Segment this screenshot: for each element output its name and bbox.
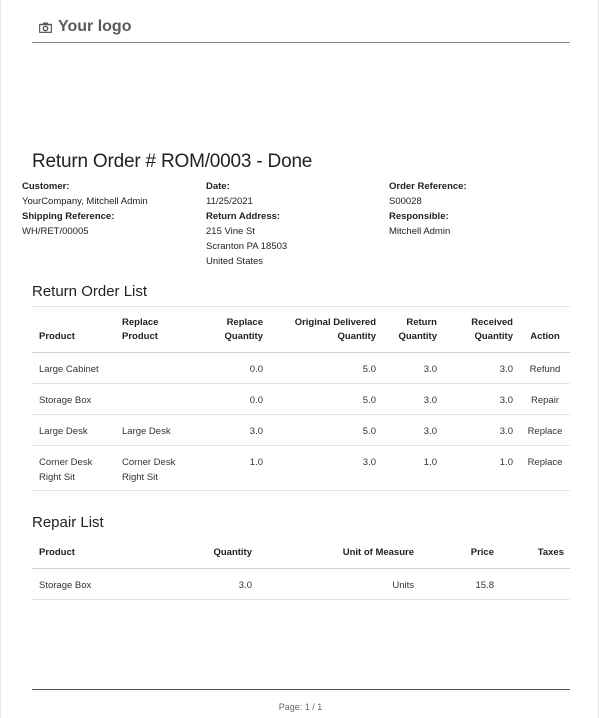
cell-return-quantity: 1.0 [423, 456, 437, 468]
cell-product: Large Cabinet [39, 363, 99, 375]
order-reference-value: S00028 [389, 196, 422, 207]
return-address-label: Return Address: [206, 211, 281, 222]
customer-label: Customer: [22, 181, 70, 192]
cell-taxes [500, 568, 570, 599]
cell-product: Storage Box [39, 579, 92, 591]
cell-action: Refund [529, 363, 561, 375]
table-row [32, 414, 570, 445]
date-value: 11/25/2021 [206, 196, 253, 207]
return-address-line: 215 Vine St [206, 226, 255, 237]
cell-action: Replace [527, 425, 563, 437]
col-header-original-delivered-quantity: Original Delivered Quantity [294, 316, 376, 342]
col-header-product: Product [39, 546, 75, 558]
page-number: Page: 1 / 1 [278, 702, 323, 712]
camera-icon [39, 22, 52, 33]
col-header-action: Action [530, 330, 560, 342]
return-list-title: Return Order List [32, 283, 148, 300]
date-label: Date: [206, 181, 230, 192]
cell-original-quantity: 5.0 [362, 425, 376, 437]
cell-original-quantity: 3.0 [362, 456, 376, 468]
responsible-label: Responsible: [389, 211, 449, 222]
table-row [32, 445, 570, 490]
col-header-received-quantity: Received Quantity [471, 316, 513, 342]
repair-table [32, 538, 570, 600]
cell-replace-quantity: 1.0 [249, 456, 263, 468]
return-list-divider [32, 306, 570, 307]
table-header-row [32, 538, 570, 568]
cell-replace-product: Large Desk [122, 425, 171, 437]
responsible-value: Mitchell Admin [389, 226, 451, 237]
table-row [32, 383, 570, 414]
logo-text: Your logo [58, 18, 132, 35]
return-address-line: Scranton PA 18503 [206, 241, 288, 252]
cell-action: Replace [527, 456, 563, 468]
customer-value: YourCompany, Mitchell Admin [22, 196, 148, 207]
cell-return-quantity: 3.0 [423, 394, 437, 406]
header-divider [32, 42, 570, 43]
cell-replace-product [115, 352, 199, 383]
cell-product: Large Desk [39, 425, 88, 437]
cell-original-quantity: 5.0 [362, 363, 376, 375]
cell-replace-quantity: 0.0 [249, 394, 263, 406]
cell-unit-of-measure: Units [392, 579, 414, 591]
repair-list-title: Repair List [32, 514, 104, 531]
shipping-reference-label: Shipping Reference: [22, 211, 115, 222]
col-header-unit-of-measure: Unit of Measure [342, 546, 414, 558]
cell-original-quantity: 5.0 [362, 394, 376, 406]
cell-quantity: 3.0 [238, 579, 252, 591]
table-header-row [32, 310, 570, 352]
cell-action: Repair [531, 394, 559, 406]
col-header-price: Price [470, 546, 494, 558]
info-column-date [206, 179, 381, 269]
cell-product: Corner Desk Right Sit [39, 456, 93, 483]
cell-replace-quantity: 0.0 [249, 363, 263, 375]
col-header-taxes: Taxes [537, 546, 564, 558]
page-title: Return Order # ROM/0003 - Done [32, 151, 313, 172]
info-column-customer [22, 179, 197, 239]
table-row [32, 568, 570, 599]
cell-replace-quantity: 3.0 [249, 425, 263, 437]
shipping-reference-value: WH/RET/00005 [22, 226, 89, 237]
info-column-order [389, 179, 564, 239]
footer-divider [32, 689, 570, 690]
cell-product: Storage Box [39, 394, 92, 406]
table-row [32, 352, 570, 383]
cell-return-quantity: 3.0 [423, 425, 437, 437]
return-address-line: United States [206, 256, 264, 267]
cell-replace-product: Corner Desk Right Sit [122, 456, 176, 483]
return-order-table [32, 310, 570, 491]
col-header-quantity: Quantity [213, 546, 252, 558]
cell-return-quantity: 3.0 [423, 363, 437, 375]
cell-received-quantity: 3.0 [499, 394, 513, 406]
cell-received-quantity: 3.0 [499, 425, 513, 437]
cell-received-quantity: 3.0 [499, 363, 513, 375]
col-header-product: Product [39, 330, 75, 342]
col-header-replace-quantity: Replace Quantity [224, 316, 263, 342]
company-logo [39, 18, 131, 36]
cell-price: 15.8 [475, 579, 494, 591]
order-reference-label: Order Reference: [389, 181, 467, 192]
cell-received-quantity: 1.0 [499, 456, 513, 468]
col-header-replace-product: Replace Product [122, 316, 159, 342]
cell-replace-product [115, 383, 199, 414]
col-header-return-quantity: Return Quantity [398, 316, 437, 342]
